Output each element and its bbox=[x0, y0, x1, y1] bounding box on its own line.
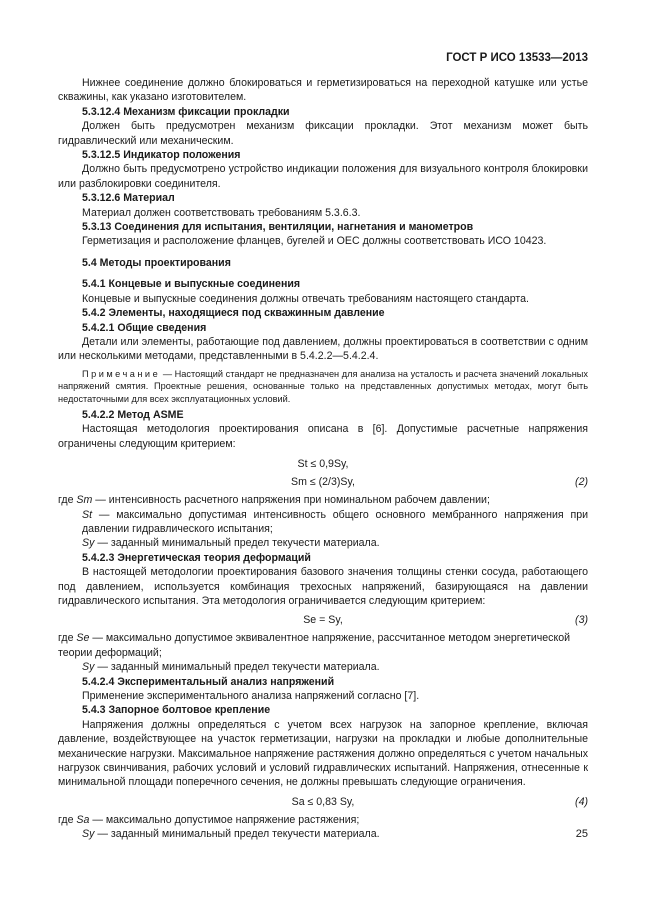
definition: Sy — заданный минимальный предел текучести материала. bbox=[82, 661, 380, 674]
formula-number: (4) bbox=[575, 795, 588, 808]
section-heading: 5.4.2.4 Экспериментальный анализ напряжений bbox=[82, 675, 335, 688]
formula-3 bbox=[58, 613, 588, 629]
note-text: — Настоящий стандарт не предназначен для анализа на усталость и расчета значений локальных напряжений смятия. Проектные решения, основанные только на представленных допустимых методах, могут быть недостаточными для всех эксплуатационных условий. bbox=[58, 368, 589, 404]
paragraph: Применение экспериментального анализа напряжений согласно [7]. bbox=[82, 690, 420, 703]
formula-text: Sm ≤ (2/3)Sy, bbox=[291, 476, 355, 489]
formula-text: St ≤ 0,9Sy, bbox=[297, 458, 349, 471]
section-heading: 5.4.2.3 Энергетическая теория деформаций bbox=[82, 551, 311, 564]
section-heading: 5.3.12.5 Индикатор положения bbox=[82, 149, 241, 162]
section-heading: 5.4.2.1 Общие сведения bbox=[82, 321, 207, 334]
section-heading: 5.4 Методы проектирования bbox=[82, 256, 231, 269]
paragraph: Настоящая методология проектирования описана в [6]. Допустимые расчетные напряжения ограничены следующим критерием: bbox=[58, 423, 588, 450]
paragraph: Герметизация и расположение фланцев, бугелей и OEC должны соответствовать ИСО 10423. bbox=[82, 235, 547, 248]
definition: Sy — заданный минимальный предел текучести материала. bbox=[82, 828, 380, 841]
section-heading: 5.4.2.2 Метод ASME bbox=[82, 408, 184, 421]
page-number: 25 bbox=[575, 828, 588, 840]
paragraph: Должен быть предусмотрен механизм фиксации прокладки. Этот механизм может быть гидравлический или механическим. bbox=[58, 120, 588, 147]
paragraph: Концевые и выпускные соединения должны отвечать требованиям настоящего стандарта. bbox=[82, 292, 529, 305]
formula-number: (3) bbox=[575, 614, 588, 627]
definition: где Sa — максимально допустимое напряжение растяжения; bbox=[58, 813, 360, 826]
paragraph: Напряжения должны определяться с учетом всех нагрузок на запорное крепление, включая давление, воздействующее на участок герметизации, нагрузки на прокладки и любые дополнительные механические нагрузки. Максимальное напряжение растяжения должно определяться с учетом начальных нагрузок свинчивания, рабочих условий и условий гидравлических испытаний. Напряжения, отнесенные к минимальной площади поперечного сечения, не должны превышать следующие ограничения. bbox=[58, 718, 588, 789]
formula-4 bbox=[58, 795, 588, 811]
definition: где Se — максимально допустимое эквивалентное напряжение, рассчитанное методом энергетической теории деформаций; bbox=[58, 632, 571, 659]
definition: Sy — заданный минимальный предел текучести материала. bbox=[82, 537, 380, 550]
formula-text: Sa ≤ 0,83 Sy, bbox=[291, 795, 355, 808]
paragraph: Должно быть предусмотрено устройство индикации положения для визуального контроля блокировки или разблокировки соединителя. bbox=[58, 163, 588, 190]
section-heading: 5.3.13 Соединения для испытания, вентиляции, нагнетания и манометров bbox=[82, 221, 474, 234]
paragraph: В настоящей методологии проектирования базового значения толщины стенки сосуда, работающего под давлением, используется комбинация трехосных напряжений, базирующаяся на давлении гидравлического испытания. Эта методология ограничивается следующим критерием: bbox=[58, 566, 588, 607]
page-body bbox=[58, 76, 588, 842]
section-heading: 5.4.1 Концевые и выпускные соединения bbox=[82, 278, 301, 291]
note-label: Примечание bbox=[82, 368, 161, 379]
formula-1 bbox=[58, 457, 588, 473]
definition: St — максимально допустимая интенсивность общего основного мембранного напряжения при давлении гидравлического испытания; bbox=[82, 508, 588, 535]
section-heading: 5.4.2 Элементы, находящиеся под скважинным давление bbox=[82, 307, 385, 320]
section-heading: 5.3.12.6 Материал bbox=[82, 192, 175, 205]
paragraph: Детали или элементы, работающие под давлением, должны проектироваться в соответствии с одним или несколькими методами, представленными в 5.4.2.2—5.4.2.4. bbox=[58, 335, 588, 363]
section-heading: 5.3.12.4 Механизм фиксации прокладки bbox=[82, 105, 290, 118]
standard-header: ГОСТ Р ИСО 13533—2013 bbox=[446, 52, 588, 64]
section-heading: 5.4.3 Запорное болтовое крепление bbox=[82, 704, 271, 717]
note bbox=[58, 368, 588, 405]
paragraph: Нижнее соединение должно блокироваться и герметизироваться на переходной катушке или устье скважины, как указано изготовителем. bbox=[58, 77, 588, 104]
formula-2 bbox=[58, 475, 588, 491]
paragraph: Материал должен соответствовать требованиям 5.3.6.3. bbox=[82, 206, 361, 219]
definition: где Sm — интенсивность расчетного напряжения при номинальном рабочем давлении; bbox=[58, 494, 490, 507]
formula-number: (2) bbox=[575, 476, 588, 489]
formula-text: Se = Sy, bbox=[303, 614, 343, 627]
